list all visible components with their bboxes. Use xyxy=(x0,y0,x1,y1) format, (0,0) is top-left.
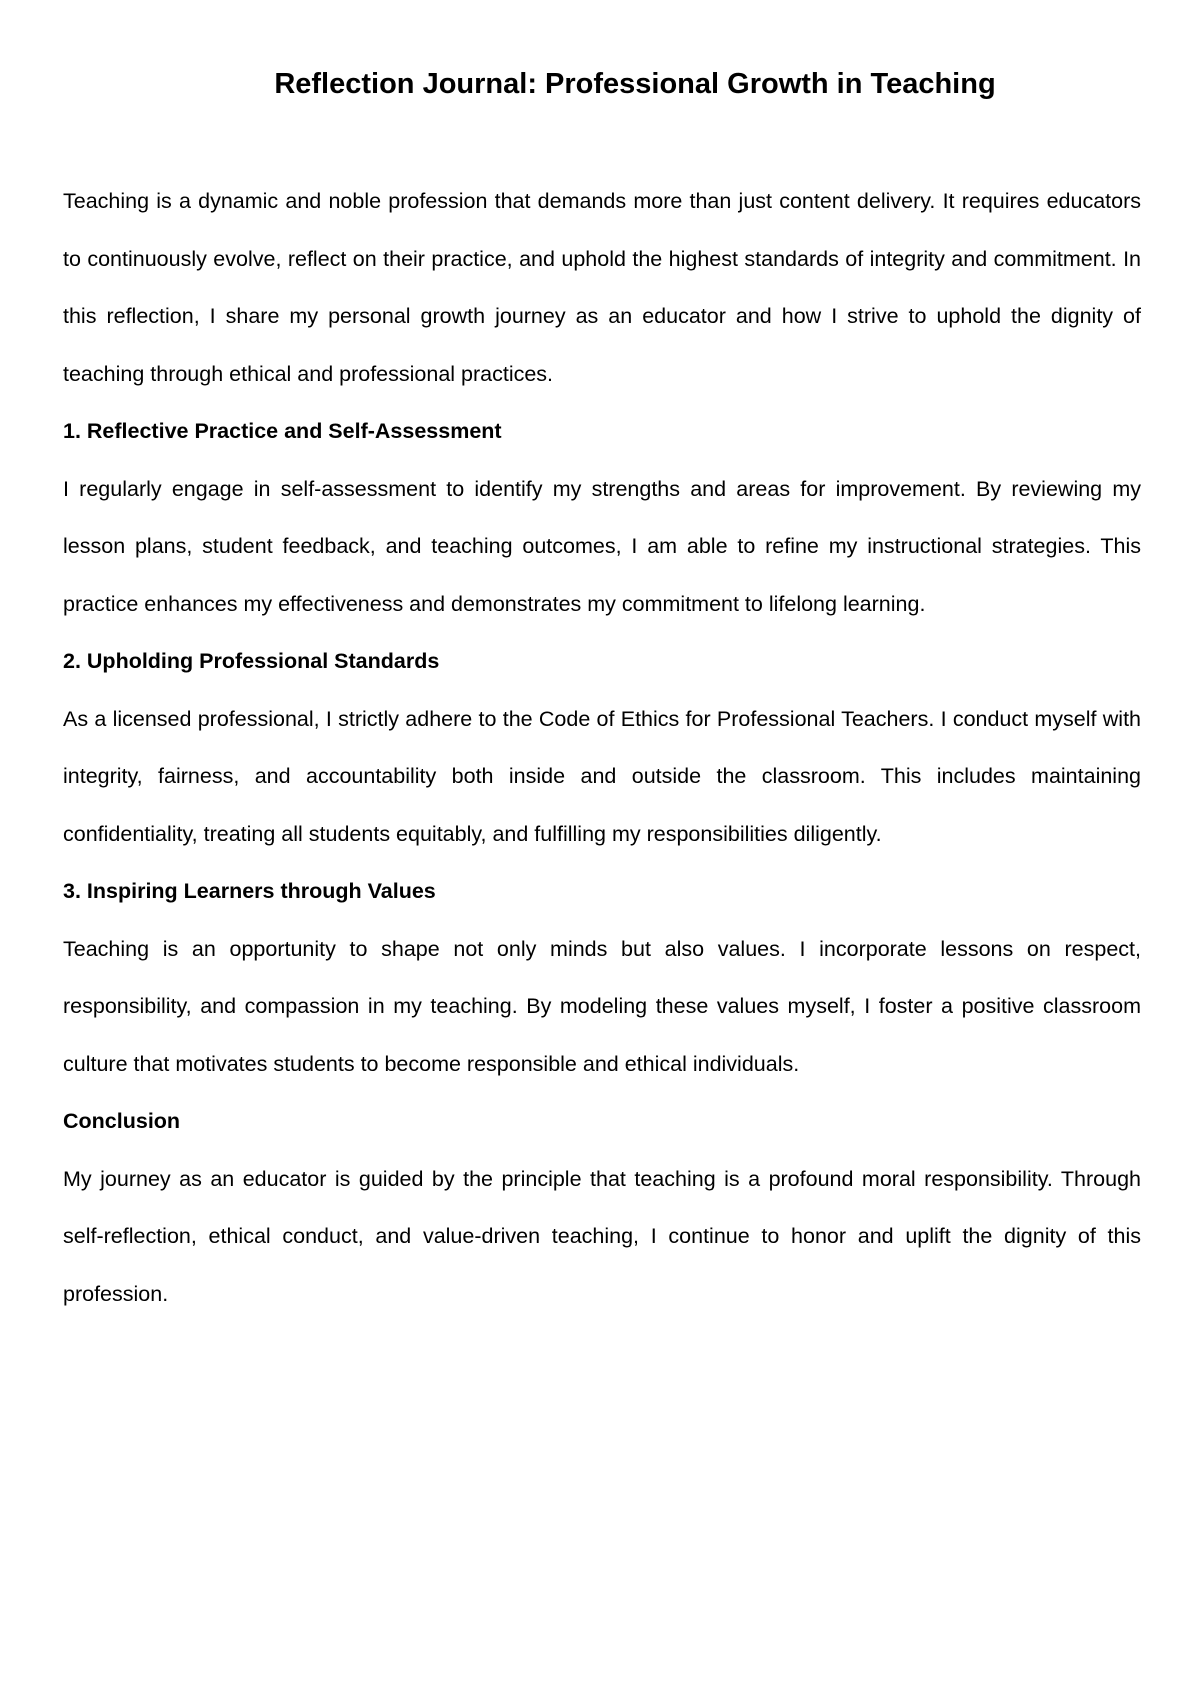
section-body-conclusion: My journey as an educator is guided by the principle that teaching is a profound moral responsibility. Through self-reflection, ethical conduct, and value-driven teaching, I continue to honor and uplift the dignity of this profession. xyxy=(63,1166,1141,1306)
section-heading-conclusion: Conclusion xyxy=(63,1109,181,1133)
document-body xyxy=(63,173,1141,1323)
section-heading-reflective-practice: 1. Reflective Practice and Self-Assessment xyxy=(63,419,502,443)
section-heading-professional-standards: 2. Upholding Professional Standards xyxy=(63,649,440,673)
section-body-inspiring-learners: Teaching is an opportunity to shape not only minds but also values. I incorporate lessons on respect, responsibility, and compassion in my teaching. By modeling these values myself, I foster a positive classroom culture that motivates students to become responsible and ethical individuals. xyxy=(63,936,1141,1076)
section-heading-inspiring-learners: 3. Inspiring Learners through Values xyxy=(63,879,436,903)
section-body-reflective-practice: I regularly engage in self-assessment to identify my strengths and areas for improvement. By reviewing my lesson plans, student feedback, and teaching outcomes, I am able to refine my instructional strategies. This practice enhances my effectiveness and demonstrates my commitment to lifelong learning. xyxy=(63,476,1141,616)
section-body-professional-standards: As a licensed professional, I strictly adhere to the Code of Ethics for Professional Teachers. I conduct myself with integrity, fairness, and accountability both inside and outside the classroom. This includes maintaining confidentiality, treating all students equitably, and fulfilling my responsibilities diligently. xyxy=(63,706,1141,846)
document-title: Reflection Journal: Professional Growth in Teaching xyxy=(274,68,996,100)
intro-paragraph: Teaching is a dynamic and noble profession that demands more than just content delivery. It requires educators to continuously evolve, reflect on their practice, and uphold the highest standards of integrity and commitment. In this reflection, I share my personal growth journey as an educator and how I strive to uphold the dignity of teaching through ethical and professional practices. xyxy=(63,189,1141,386)
